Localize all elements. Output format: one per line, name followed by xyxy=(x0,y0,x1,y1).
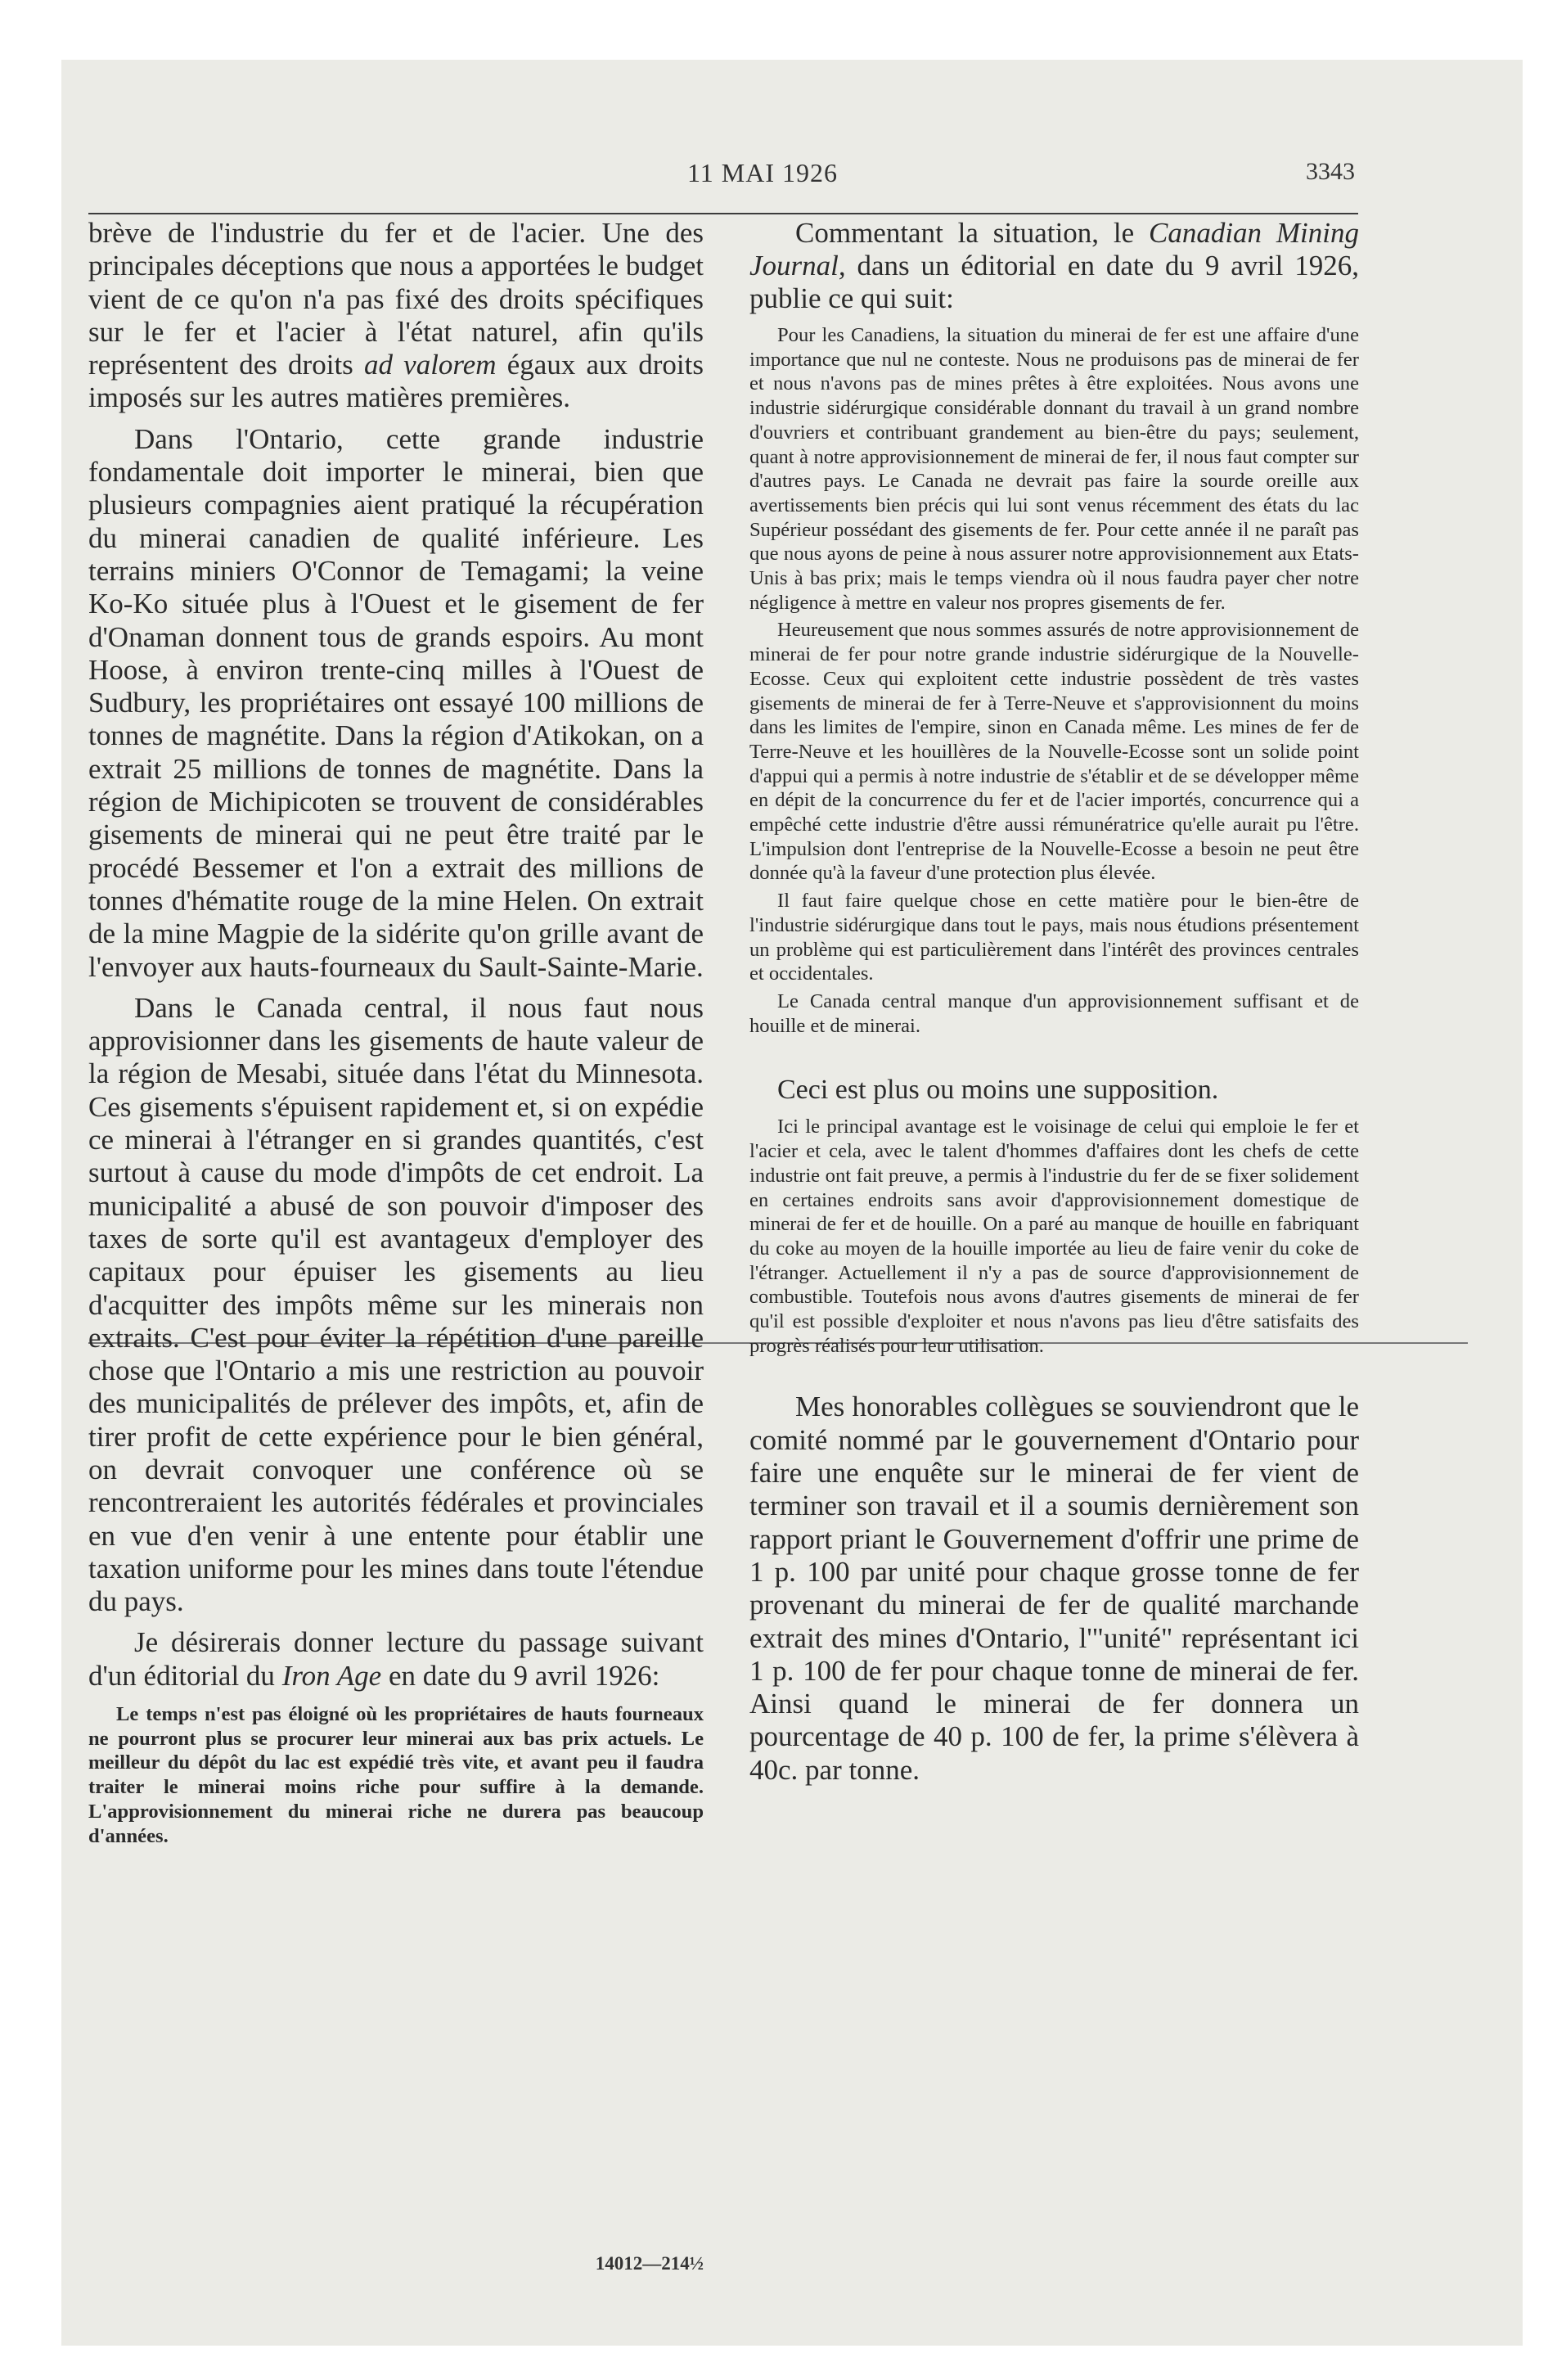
header-date: 11 MAI 1926 xyxy=(686,158,839,187)
text: égaux aux droits imposés sur les autres matières premières. xyxy=(88,349,704,414)
quoted-passage: Le Canada central manque d'un approvisionnement suffisant et de houille et de minerai. xyxy=(749,989,1359,1037)
paragraph: Mes honorables collègues se souviendront que le comité nommé par le gouvernement d'Ontario pour faire une enquête sur le minerai de fer vient de terminer son travail et il a soumis dernièrement son rapport priant le Gouvernement d'offrir une prime de 1 p. 100 par unité pour chaque grosse tonne de fer provenant du minerai de fer de qualité marchande extrait des mines d'Ontario, l'"unité" représentant ici 1 p. 100 de fer pour chaque tonne de minerai de fer. Ainsi quand le minerai de fer donnera un pourcentage de 40 p. 100 de fer, la prime s'élèvera à 40c. par tonne. xyxy=(749,1391,1359,1786)
quoted-passage: Heureusement que nous sommes assurés de notre approvisionnement de minerai de fer pour notre grande industrie sidérurgique de la Nouvelle-Ecosse. Ceux qui exploitent cette industrie possèdent de très vastes gisements de minerai de fer à Terre-Neuve et s'approvisionnent du moins dans les limites de l'empire, sinon en Canada même. Les mines de fer de Terre-Neuve et les houillères de la Nouvelle-Ecosse sont un solide point d'appui qui a permis à notre industrie de s'établir et de se développer même en dépit de la concurrence du fer et de l'acier importés, concurrence qui a empêché cette industrie d'être aussi rémunératrice qu'elle aurait pu l'être. L'impulsion dont l'entreprise de la Nouvelle-Ecosse a besoin ne peut être donnée qu'à la faveur d'une protection plus élevée. xyxy=(749,619,1359,885)
footer-code: 14012—214½ xyxy=(595,2253,704,2274)
page-number: 3343 xyxy=(1306,158,1355,185)
paragraph: Dans le Canada central, il nous faut nous approvisionner dans les gisements de haute valeur de la région de Mesabi, située dans l'état du Minnesota. Ces gisements s'épuisent rapidement et, si on expédie ce minerai à l'étranger en si grandes quantités, c'est surtout à cause du mode d'impôts de cet endroit. La municipalité a abusé de son pouvoir d'imposer des taxes de sorte qu'il est avantageux d'employer des capitaux pour épuiser les gisements au lieu d'acquitter des impôts même sur les minerais non extraits. C'est pour éviter la répétition d'une pareille chose que l'Ontario a mis une restriction au pouvoir des municipalités de prélever des impôts, et, afin de tirer profit de cette expérience pour le bien général, on devrait convoquer une conférence où se rencontreraient les autorités fédérales et provinciales en vue d'en venir à une entente pour établir une taxation uniforme pour les mines dans toute l'étendue du pays. xyxy=(88,991,704,1618)
quoted-passage: Le temps n'est pas éloigné où les propriétaires de hauts fourneaux ne pourront plus se procurer leur minerai aux bas prix actuels. Le meilleur du dépôt du lac est expédié très vite, et avant peu il faudra traiter le minerai moins riche pour suffire à la demande. L'approvisionnement du minerai riche ne durera pas beaucoup d'années. xyxy=(88,1703,704,1847)
right-column xyxy=(749,217,1359,1787)
paragraph xyxy=(88,217,704,415)
quoted-passage: Pour les Canadiens, la situation du minerai de fer est une affaire d'une importance que nul ne conteste. Nous ne produisons pas de minerai de fer et nous n'avons pas de mines prêtes à être exploitées. Nous avons une industrie sidérurgique considérable donnant du travail à un grand nombre d'ouvriers et contribuant grandement au bien-être du pays; seulement, quant à notre approvisionnement de minerai de fer, il nous faut compter sur d'autres pays. Le Canada ne devrait pas faire la sourde oreille aux avertissements bien précis qui lui sont venus récemment des états du lac Supérieur possédant des gisements de fer. Pour cette année il ne paraît pas que nous ayons de peine à nous assurer notre approvisionnement aux Etats-Unis à bas prix; mais le temps viendra où il nous faudra payer cher notre négligence à mettre en valeur nos propres gisements de fer. xyxy=(749,324,1359,614)
text: dans un éditorial en date du 9 avril 1926, publie ce qui suit: xyxy=(749,250,1359,314)
paragraph xyxy=(749,217,1359,315)
header-rule xyxy=(88,213,1358,214)
text: en date du 9 avril 1926: xyxy=(381,1659,660,1692)
italic-text: ad valorem xyxy=(363,349,497,381)
italic-text: Canadian Mining Journal, xyxy=(749,217,1359,282)
paragraph xyxy=(88,1626,704,1693)
text: brève de l'industrie du fer et de l'acier. Une des principales déceptions que nous a apportées le budget vient de ce qu'on n'a pas fixé des droits spécifiques sur le fer et l'acier à l'état naturel, afin qu'ils représentent des droits xyxy=(88,217,704,381)
italic-text: Iron Age xyxy=(281,1659,382,1692)
text: Commentant la situation, le xyxy=(795,217,1149,249)
supposition-line: Ceci est plus ou moins une supposition. xyxy=(777,1075,1219,1106)
quoted-passage: Ici le principal avantage est le voisinage de celui qui emploie le fer et l'acier et cela, avec le talent d'hommes d'affaires dont les chefs de cette industrie ont fait preuve, a permis à l'industrie du fer de se fixer solidement en certaines endroits sans avoir d'approvisionnement domestique de minerai de fer et de houille. On a paré au manque de houille en fabriquant du coke au moyen de la houille importée au lieu de faire venir du coke de l'étranger. Actuellement il n'y a pas de source d'approvisionnement de combustible. Toutefois nous avons d'autres gisements de minerai de fer qu'il est possible d'exploiter et nous n'avons pas lieu d'être satisfaits des progrès réalisés pour leur utilisation. xyxy=(749,1116,1359,1357)
paragraph: Dans l'Ontario, cette grande industrie fondamentale doit importer le minerai, bien que plusieurs compagnies aient pratiqué la récupération du minerai canadien de qualité inférieure. Les terrains miniers O'Connor de Temagami; la veine Ko-Ko située plus à l'Ouest et le gisement de fer d'Onaman donnent tous de grands espoirs. Au mont Hoose, à environ trente-cinq milles à l'Ouest de Sudbury, les propriétaires ont essayé 100 millions de tonnes de magnétite. Dans la région d'Atikokan, on a extrait 25 millions de tonnes de magnétite. Dans la région de Michipicoten se trouvent de considérables gisements de minerai qui ne peut être traité par le procédé Bessemer et l'on a extrait des millions de tonnes d'hématite rouge de la mine Helen. On extrait de la mine Magpie de la sidérite qu'on grille avant de l'envoyer aux hauts-fourneaux du Sault-Sainte-Marie. xyxy=(88,422,704,983)
left-column xyxy=(88,217,704,1848)
text: Je désirerais donner lecture du passage suivant d'un éditorial du xyxy=(88,1626,704,1692)
quoted-passage: Il faut faire quelque chose en cette matière pour le bien-être de l'industrie sidérurgique dans tout le pays, mais nous étudions présentement un problème qui est particulièrement dans l'intérêt des provinces centrales et occidentales. xyxy=(749,890,1359,985)
